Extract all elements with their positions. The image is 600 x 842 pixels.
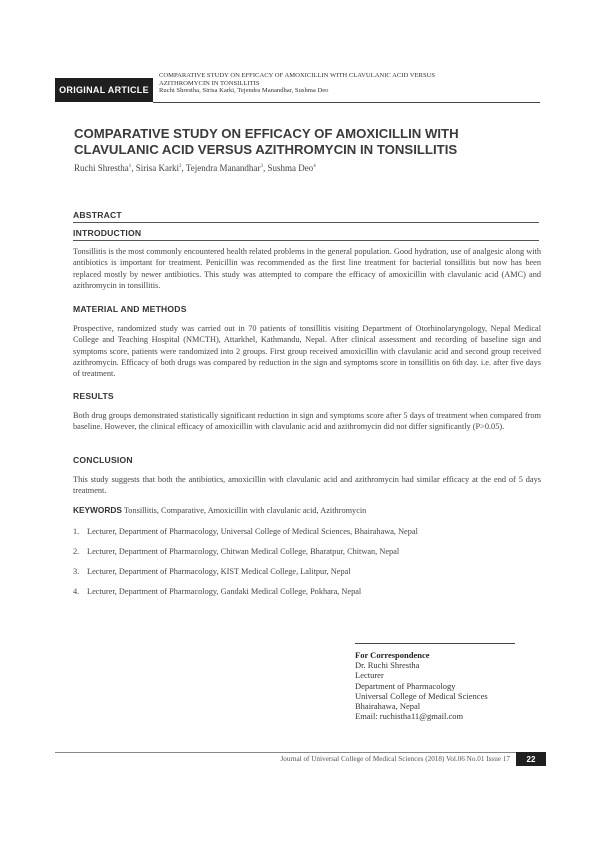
affiliation-number: 2.	[73, 547, 80, 556]
correspondence-block	[355, 650, 545, 721]
journal-citation: Journal of Universal College of Medical Sciences (2018) Vol.06 No.01 Issue 17	[280, 755, 510, 763]
affiliation-item	[73, 567, 541, 576]
abstract-heading: ABSTRACT	[73, 210, 122, 220]
correspondence-heading: For Correspondence	[355, 650, 430, 660]
correspondence-line: Universal College of Medical Sciences	[355, 690, 488, 701]
correspondence-email[interactable]: Email: ruchistha11@gmail.com	[355, 711, 464, 722]
keywords-text: Tonsillitis, Comparative, Amoxicillin with clavulanic acid, Azithromycin	[123, 506, 367, 515]
affiliation-item	[73, 587, 541, 596]
methods-heading: MATERIAL AND METHODS	[73, 304, 187, 314]
author-name: Sushma Deo	[267, 163, 314, 173]
header-divider	[153, 102, 540, 103]
author-affiliation-mark: 2	[179, 164, 182, 169]
running-authors: Ruchi Shrestha, Sirisa Karki, Tejendra Manandhar, Sushma Deo	[159, 87, 329, 95]
correspondence-line: Lecturer	[355, 670, 384, 681]
running-title	[159, 72, 539, 95]
correspondence-line: Bhairahawa, Nepal	[355, 701, 421, 712]
running-title-line-1: COMPARATIVE STUDY ON EFFICACY OF AMOXICILLIN WITH CLAVULANIC ACID VERSUS	[159, 72, 436, 79]
affiliation-number: 3.	[73, 567, 80, 576]
conclusion-text: This study suggests that both the antibiotics, amoxicillin with clavulanic acid and azithromycin had similar efficacy at the end of 5 days treatment.	[73, 475, 541, 496]
author-affiliation-mark: 1	[128, 164, 132, 169]
affiliation-text: Lecturer, Department of Pharmacology, Chitwan Medical College, Bharatpur, Chitwan, Nepal	[87, 547, 400, 556]
author-affiliation-mark: 4	[313, 164, 316, 169]
author-name: Tejendra Manandhar	[185, 163, 261, 173]
methods-text: Prospective, randomized study was carried out in 70 patients of tonsillitis visiting Department of Otorhinolaryngology, Nepal Medical College and Teaching Hospital (NMCTH), Attarkhel, Kathmandu, Nepal. After clinical assessment and recording of baseline sign and symptoms score, patients were randomized into 2 groups. First group received amoxicillin with clavulanic acid and second group received azithromycin. Efficacy of both drugs was compared by reduction in the sign and symptoms score in tonsillitis on 6th day. i.e. after five days of treatment.	[73, 324, 541, 379]
abstract-rule	[73, 222, 539, 223]
affiliation-number: 1.	[73, 527, 80, 536]
keywords	[73, 505, 541, 515]
affiliation-text: Lecturer, Department of Pharmacology, Gandaki Medical College, Pokhara, Nepal	[87, 587, 362, 596]
correspondence-line: Department of Pharmacology	[355, 680, 456, 691]
correspondence-line: Dr. Ruchi Shrestha	[355, 660, 420, 671]
results-text: Both drug groups demonstrated statistically significant reduction in sign and symptoms score after 5 days of treatment when compared from baseline. However, the clinical efficacy of amoxicillin with clavulanic acid and azithromycin did not differ significantly (P>0.05).	[73, 411, 541, 432]
correspondence-rule	[355, 643, 515, 644]
introduction-heading: INTRODUCTION	[73, 228, 142, 238]
page-number: 22	[516, 752, 546, 766]
affiliation-item	[73, 527, 541, 536]
results-heading: RESULTS	[73, 391, 114, 401]
conclusion-heading: CONCLUSION	[73, 455, 133, 465]
keywords-label: KEYWORDS	[73, 505, 122, 515]
affiliation-number: 4.	[73, 587, 80, 596]
author-name: Sirisa Karki	[135, 163, 179, 173]
running-header	[55, 72, 540, 102]
article-title: COMPARATIVE STUDY ON EFFICACY OF AMOXICILLIN WITH CLAVULANIC ACID VERSUS AZITHROMYCIN IN TONSILLITIS	[74, 126, 459, 157]
author-affiliation-mark: 3	[260, 164, 263, 169]
affiliation-item	[73, 547, 541, 556]
author-list: Ruchi Shrestha$^1$, Sirisa Karki$^2$, Tejendra Manandhar$^3$, Sushma Deo$^4$	[74, 163, 316, 173]
affiliation-text: Lecturer, Department of Pharmacology, KIST Medical College, Lalitpur, Nepal	[87, 567, 351, 576]
introduction-rule	[73, 240, 539, 241]
running-title-line-2: AZITHROMYCIN IN TONSILLITIS	[159, 79, 260, 87]
introduction-text: Tonsillitis is the most commonly encountered health related problems in the general population. Good hydration, use of analgesic along with antibiotics is important for treatment. Penicillin was recommended as the first line treatment for bacterial tonsillitis but now has been replaced mostly by newer antibiotics. This study was attempted to compare the efficacy of amoxicillin with clavulanic acid (AMC) and azithromycin in tonsillitis.	[73, 247, 541, 290]
author-name: Ruchi Shrestha	[74, 163, 129, 173]
footer-rule	[55, 752, 545, 753]
article-type-tag: ORIGINAL ARTICLE	[55, 78, 153, 102]
affiliation-text: Lecturer, Department of Pharmacology, Universal College of Medical Sciences, Bhairahawa, Nepal	[87, 527, 418, 536]
